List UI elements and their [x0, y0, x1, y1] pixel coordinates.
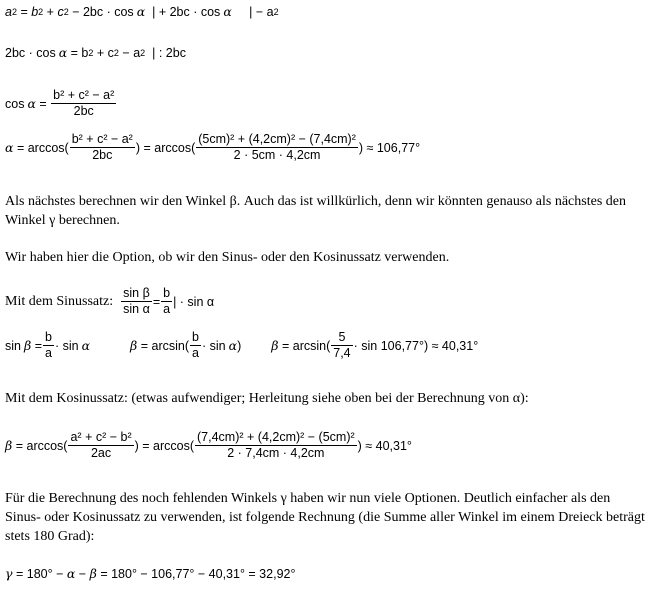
sinus-fraction-b: $\frac{b}{a}$: [163, 286, 171, 316]
eq1-a: a: [5, 5, 12, 19]
eq3-fraction: [51, 88, 116, 119]
kosinus-calculation: β = arccos( $\frac{\text{a² + c² − b²}}{2ac}$ ) = arccos( $\frac{\text{(7,4cm)² + (4,2cm)² − (5cm)²}}{2 \cdot 7,4cm \cdot 4,2cm}$ ) ≈ 40,31°: [5, 430, 412, 460]
eq3-denominator: 2bc: [73, 104, 94, 118]
eq2-plus: + c: [96, 46, 114, 60]
eq3-numerator: b² + c² − a²: [53, 88, 115, 102]
kosinus-fraction-1: $\frac{\text{a² + c² − b²}}{2ac}$: [70, 430, 132, 460]
paragraph-kosinus-intro: Mit dem Kosinussatz: (etwas aufwendiger; Herleitung siehe oben bei der Berechnung von α):: [5, 391, 529, 406]
eq4-fraction-1: $\frac{\text{b² + c² − a²}}{2bc}$: [71, 132, 133, 162]
sinus-row-fraction-2: $\frac{b}{a}$: [192, 330, 199, 360]
equation-3: cos α = $\frac{\text{b² + c² − a²}}{2bc}$: [5, 88, 115, 118]
sinus-op: | · sin α: [173, 294, 215, 309]
paragraph-beta-intro: Als nächstes berechnen wir den Winkel β. Auch das ist willkürlich, denn wir könnten genauso als nächstes den Winkel γ berechnen.: [5, 194, 626, 228]
sinus-row-fraction-3: $\frac{5}{7,4}$: [333, 330, 351, 360]
equation-2: 2bc · cos α = b 2 + c 2 − a 2 | : 2bc: [5, 45, 186, 60]
sinus-rule: Mit dem Sinussatz: $\frac{\text{sin β}}{\text{sin α}}$ = $\frac{b}{a}$ | · sin α: [5, 286, 215, 316]
paragraph-option: Wir haben hier die Option, ob wir den Sinus- oder den Kosinussatz verwenden.: [5, 250, 450, 265]
eq1-ops2: | − a: [249, 5, 274, 19]
eq1-alpha: α: [136, 4, 146, 19]
eq1-ops1: | + 2bc · cos: [152, 5, 221, 19]
eq3-lhs: cos: [5, 96, 25, 111]
eq2-eq: = b: [70, 46, 89, 60]
eq4-arccos1: = arccos(: [16, 140, 69, 155]
eq4-mid: ) = arccos(: [135, 140, 196, 155]
eq4-result: ) ≈ 106,77°: [358, 140, 421, 155]
eq2-op: | : 2bc: [152, 46, 186, 60]
kosinus-fraction-2: $\frac{\text{(7,4cm)² + (4,2cm)² − (5cm)²}}{2 \cdot 7,4cm \cdot 4,2cm}$: [197, 430, 355, 460]
gamma-calculation: γ = 180° − α − β = 180° − 106,77° − 40,31° = 32,92°: [5, 566, 296, 581]
eq1-rest: − 2bc · cos: [72, 5, 134, 19]
paragraph-gamma: Für die Berechnung des noch fehlenden Winkels γ haben wir nun viele Optionen. Deutlich einfacher als den Sinus- oder Kosinussatz zu verwenden, ist folgende Rechnung (die Summe aller Winkel im einem Dreieck beträgt stets 180 Grad):: [5, 491, 645, 544]
sinus-label: Mit dem Sinussatz:: [5, 293, 114, 309]
eq2-minus: − a: [122, 46, 141, 60]
eq4-fraction-2: $\frac{\text{(5cm)² + (4,2cm)² − (7,4cm)²}}{2 \cdot 5cm \cdot 4,2cm}$: [198, 132, 356, 162]
eq2-lhs: 2bc · cos: [5, 46, 56, 60]
equation-1: a 2 = b 2 + c 2 − 2bc · cos α | + 2bc · cos α | − a 2: [5, 4, 279, 19]
eq1-c: c: [57, 5, 64, 19]
eq1-b: b: [31, 5, 39, 19]
sinus-fraction-a: $\frac{\text{sin β}}{\text{sin α}}$: [123, 286, 150, 316]
equation-4: α = arccos( $\frac{\text{b² + c² − a²}}{2bc}$ ) = arccos( $\frac{\text{(5cm)² + (4,2cm)² − (7,4cm)²}}{2 \cdot 5cm \cdot 4,2cm}$ ) ≈ 106,77°: [5, 132, 421, 162]
sinus-row-fraction-1: $\frac{b}{a}$: [45, 330, 52, 360]
sinus-calculation: sin β = $\frac{b}{a}$ · sin α β = arcsin( $\frac{b}{a}$ · sin α ) β = arcsin( $\frac{5}{7,4}$ · sin 106,77°) ≈ 40,31°: [5, 330, 479, 360]
